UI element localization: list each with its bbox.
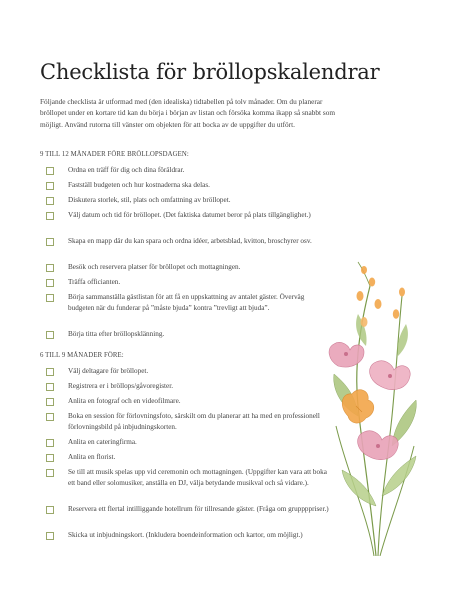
- item-label: Boka en session för förlovningsfoto, särskilt om du planerar att ha med en professionell förlovningsbild på inbjudningskorten.: [68, 412, 320, 431]
- checkbox-icon[interactable]: [46, 279, 54, 287]
- item-label: Börja sammanställa gästlistan för att få en uppskattning av antalet gäster. Överväg budgeten när du funderar på ”måste bjuda” kontra ”trevligt att bjuda”.: [68, 293, 305, 312]
- checklist-item: [40, 504, 330, 530]
- checkbox-icon[interactable]: [46, 383, 54, 391]
- checklist-item: [40, 381, 330, 396]
- item-label: Anlita en florist.: [68, 453, 116, 461]
- item-label: Skicka ut inbjudningskort. (Inkludera boendeinformation och kartor, om möjligt.): [68, 531, 303, 539]
- checkbox-icon[interactable]: [46, 469, 54, 477]
- checklist-item: [40, 396, 330, 411]
- checkbox-icon[interactable]: [46, 398, 54, 406]
- item-label: Anlita en fotograf och en videofilmare.: [68, 397, 181, 405]
- flower-bud-icon: [369, 278, 375, 287]
- checkbox-icon[interactable]: [46, 197, 54, 205]
- checklist-item: [40, 411, 330, 437]
- pink-flower-icon: [329, 342, 364, 367]
- checkbox-icon[interactable]: [46, 212, 54, 220]
- checkbox-icon[interactable]: [46, 294, 54, 302]
- checklist-item: [40, 195, 330, 210]
- orange-flower-icon: [342, 390, 374, 423]
- flower-illustration: [318, 256, 428, 556]
- item-label: Registrera er i bröllops/gåvoregister.: [68, 382, 173, 390]
- flower-bud-icon: [361, 266, 367, 274]
- checkbox-icon[interactable]: [46, 413, 54, 421]
- pink-flower-icon: [370, 361, 411, 390]
- item-label: Välj deltagare för bröllopet.: [68, 367, 149, 375]
- page-title: Checklista för bröllopskalendrar: [40, 60, 380, 84]
- checklist-item: [40, 467, 330, 504]
- intro-paragraph: Följande checklista är utformad med (den idealiska) tidtabellen på tolv månader. Om du planerar bröllopet under en kortare tid kan du börja i början av listan och försöka komma ikapp så snabbt som möjligt. Använd rutorna till vänster om objekten för att bocka av de uppgifter du utfört.: [40, 97, 336, 129]
- checkbox-icon[interactable]: [46, 506, 54, 514]
- checklist-item: [40, 236, 330, 262]
- section-heading: 9 TILL 12 MÅNADER FÖRE BRÖLLOPSDAGEN:: [40, 151, 189, 158]
- item-label: Välj datum och tid för bröllopet. (Det faktiska datumet beror på plats tillgänglighet.): [68, 211, 311, 219]
- flower-bud-icon: [361, 317, 368, 327]
- checkbox-icon[interactable]: [46, 238, 54, 246]
- checkbox-icon[interactable]: [46, 264, 54, 272]
- checklist-item: [40, 452, 330, 467]
- item-label: Fastställ budgeten och hur kostnaderna ska delas.: [68, 181, 210, 189]
- checkbox-icon[interactable]: [46, 532, 54, 540]
- item-label: Träffa officianten.: [68, 278, 121, 286]
- item-label: Skapa en mapp där du kan spara och ordna idéer, arbetsblad, kvitton, broschyrer osv.: [68, 237, 312, 245]
- checklist-item: [40, 180, 330, 195]
- checklist-item: [40, 530, 330, 556]
- item-label: Se till att musik spelas upp vid ceremonin och mottagningen. (Uppgifter kan vara att boka ett band eller solomusiker, anställa en DJ, välja betydande musikval och så vidare.).: [68, 468, 327, 487]
- checklist-item: [40, 366, 330, 381]
- checkbox-icon[interactable]: [46, 167, 54, 175]
- section-6-9-months: [40, 351, 330, 556]
- flower-bud-icon: [393, 309, 399, 319]
- checkbox-icon[interactable]: [46, 454, 54, 462]
- item-label: Besök och reservera platser för bröllopet och mottagningen.: [68, 263, 241, 271]
- checklist-item: [40, 165, 330, 180]
- checkbox-icon[interactable]: [46, 182, 54, 190]
- section-heading: 6 TILL 9 MÅNADER FÖRE:: [40, 352, 124, 359]
- item-label: Börja titta efter bröllopsklänning.: [68, 330, 165, 338]
- checklist-item: [40, 262, 330, 277]
- item-label: Diskutera storlek, stil, plats och omfattning av bröllopet.: [68, 196, 231, 204]
- checkbox-icon[interactable]: [46, 368, 54, 376]
- flower-bud-icon: [375, 299, 382, 309]
- checklist-item: [40, 277, 330, 292]
- section-9-12-months: [40, 150, 330, 344]
- item-label: Ordna en träff för dig och dina föräldrar.: [68, 166, 185, 174]
- item-label: Reservera ett flertal intilliggande hotellrum för tillresande gäster. (Fråga om gruppppriser.): [68, 505, 329, 513]
- checklist-item: [40, 437, 330, 452]
- item-label: Anlita en cateringfirma.: [68, 438, 137, 446]
- checkbox-icon[interactable]: [46, 439, 54, 447]
- flower-bud-icon: [357, 291, 364, 301]
- flower-bud-icon: [399, 288, 405, 297]
- checklist-item: [40, 329, 330, 344]
- checkbox-icon[interactable]: [46, 331, 54, 339]
- checklist-item: [40, 292, 330, 329]
- checklist-item: [40, 210, 330, 236]
